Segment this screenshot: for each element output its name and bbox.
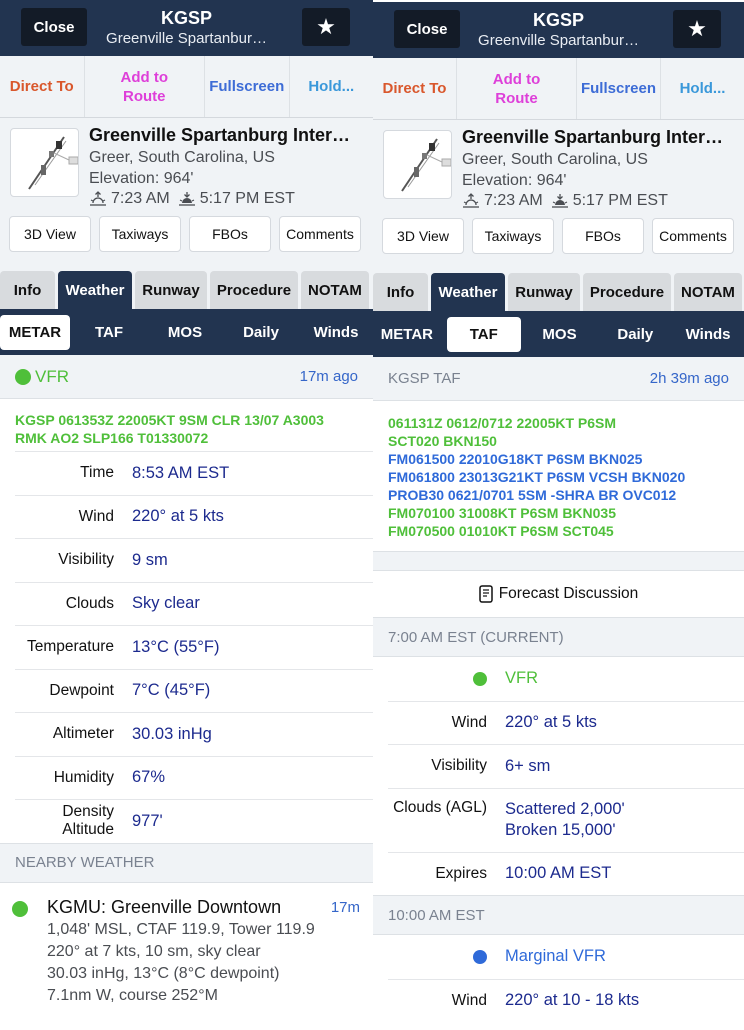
tab-info[interactable]: Info [373, 273, 428, 311]
row-label: Wind [78, 507, 114, 525]
weather-subtabs [0, 309, 373, 355]
taf-station-label: KGSP TAF [388, 370, 461, 387]
fullscreen-button[interactable]: Fullscreen [205, 56, 290, 117]
tab-weather[interactable]: Weather [431, 273, 505, 311]
subtab-metar[interactable]: METAR [380, 325, 434, 343]
taf-row-wind [388, 701, 744, 745]
add-to-route-button[interactable]: Add to Route [457, 58, 577, 119]
tab-notam[interactable]: NOTAM [674, 273, 742, 311]
comments-button[interactable]: Comments [279, 216, 361, 252]
metar-row-humidity [15, 756, 373, 800]
flight-category [15, 367, 69, 387]
airport-buttons [9, 216, 361, 252]
nav-subtitle: Greenville Spartanbur… [478, 32, 639, 49]
sunrise-icon [462, 193, 480, 209]
subtab-mos[interactable]: MOS [167, 323, 203, 341]
nav-title: KGSP [160, 8, 212, 28]
subtab-daily[interactable]: Daily [617, 325, 654, 343]
row-label [388, 670, 505, 688]
row-value: Marginal VFR [505, 947, 606, 966]
raw-metar [0, 399, 373, 451]
metar-row-clouds [15, 582, 373, 626]
row-value: 67% [132, 768, 166, 787]
metar-header [0, 355, 373, 399]
taf-screen [373, 0, 744, 1030]
vfr-dot-icon [473, 672, 487, 686]
sunset-time: 5:17 PM EST [199, 190, 295, 207]
row-label: Expires [435, 864, 487, 882]
raw-taf-line: FM070500 01010KT P6SM SCT045 [388, 523, 614, 539]
row-label: Altimeter [52, 725, 114, 743]
airport-info [373, 120, 744, 270]
taf-age: 2h 39m ago [649, 370, 729, 387]
airport-diagram-icon [384, 131, 452, 199]
direct-to-button[interactable]: Direct To [0, 56, 85, 117]
forecast-discussion-label: Forecast Discussion [498, 585, 639, 602]
add-to-route-button[interactable]: Add to Route [85, 56, 206, 117]
weather-subtabs [373, 311, 744, 357]
raw-taf-line: FM061500 22010G18KT P6SM BKN025 [388, 451, 643, 467]
sun-times [462, 192, 668, 210]
taxiways-button[interactable]: Taxiways [99, 216, 181, 252]
nearby-station-line: 30.03 inHg, 13°C (8°C dewpoint) [47, 964, 280, 982]
nav-bar [0, 0, 373, 56]
nearby-station-line: 7.1nm W, course 252°M [47, 986, 218, 1004]
raw-metar-line: KGSP 061353Z 22005KT 9SM CLR 13/07 A3003 [15, 412, 324, 428]
hold-button[interactable]: Hold... [679, 80, 726, 97]
metar-row-time [15, 451, 373, 495]
nearby-weather-header: NEARBY WEATHER [0, 843, 373, 883]
taxiways-button[interactable]: Taxiways [472, 218, 554, 254]
raw-taf-line: SCT020 BKN150 [388, 433, 497, 449]
airport-buttons [382, 218, 734, 254]
subtab-metar[interactable]: METAR [0, 315, 70, 350]
metar-row-wind [15, 495, 373, 539]
sunrise-icon [89, 191, 107, 207]
flight-category-label: VFR [35, 366, 69, 386]
mvfr-dot-icon [473, 950, 487, 964]
raw-metar-line: RMK AO2 SLP166 T01330072 [15, 430, 209, 446]
row-value: 10:00 AM EST [505, 864, 612, 883]
airport-elevation: Elevation: 964' [462, 172, 567, 189]
vfr-dot-icon [12, 901, 28, 917]
period-header: 7:00 AM EST (CURRENT) [373, 617, 744, 657]
3d-view-button[interactable]: 3D View [9, 216, 91, 252]
row-label: Visibility [58, 551, 114, 569]
taf-period-details [388, 657, 744, 895]
subtab-taf[interactable]: TAF [447, 317, 521, 352]
action-bar [0, 56, 373, 118]
sun-times [89, 190, 295, 208]
row-label: Time [80, 464, 114, 482]
main-tabs [0, 268, 373, 309]
row-value: 220° at 10 - 18 kts [505, 991, 640, 1010]
nav-subtitle: Greenville Spartanbur… [106, 30, 267, 47]
subtab-taf[interactable]: TAF [94, 323, 124, 341]
sunset-icon [551, 193, 569, 209]
metar-row-dewpoint [15, 669, 373, 713]
row-label: Visibility [431, 757, 487, 775]
nearby-station-name: KGMU: Greenville Downtown [47, 896, 282, 917]
close-button[interactable]: Close [21, 8, 87, 46]
sunrise-time: 7:23 AM [111, 190, 170, 207]
taf-row-clouds [388, 788, 744, 852]
favorite-button[interactable] [302, 8, 350, 46]
comments-button[interactable]: Comments [652, 218, 734, 254]
metar-row-density-altitude [15, 799, 373, 843]
raw-taf-line: PROB30 0621/0701 5SM -SHRA BR OVC012 [388, 487, 677, 503]
tab-procedure[interactable]: Procedure [210, 271, 298, 309]
row-value: 8:53 AM EST [132, 463, 230, 482]
nav-bar [373, 2, 744, 58]
metar-row-temperature [15, 625, 373, 669]
tab-procedure[interactable]: Procedure [583, 273, 671, 311]
row-label: Wind [451, 991, 487, 1009]
airport-name: Greenville Spartanburg Inter… [462, 127, 724, 147]
airport-elevation: Elevation: 964' [89, 170, 194, 187]
subtab-mos[interactable]: MOS [542, 325, 577, 343]
tab-weather[interactable]: Weather [58, 271, 132, 309]
row-value: 7°C (45°F) [132, 681, 211, 700]
row-label: Density Altitude [62, 803, 114, 839]
row-label: Humidity [53, 768, 114, 786]
close-button[interactable]: Close [394, 10, 460, 48]
airport-location: Greer, South Carolina, US [89, 149, 275, 166]
raw-taf [373, 401, 744, 551]
raw-taf-line: 061131Z 0612/0712 22005KT P6SM [388, 415, 617, 431]
row-label: Wind [451, 713, 487, 731]
row-value: 13°C (55°F) [132, 637, 220, 656]
fbos-button[interactable]: FBOs [189, 216, 271, 252]
tab-notam[interactable]: NOTAM [301, 271, 369, 309]
sunset-icon [178, 191, 196, 207]
raw-taf-line: FM070100 31008KT P6SM BKN035 [388, 505, 617, 521]
hold-button[interactable]: Hold... [308, 78, 355, 95]
metar-row-altimeter [15, 712, 373, 756]
airport-name: Greenville Spartanburg Inter… [89, 125, 351, 145]
nearby-station-age: 17m [330, 898, 360, 916]
star-icon: ★ [316, 14, 336, 39]
document-icon [479, 585, 493, 603]
nav-title: KGSP [532, 10, 584, 30]
airport-diagram-thumbnail[interactable] [10, 128, 79, 197]
tab-runway[interactable]: Runway [508, 273, 580, 311]
fbos-button[interactable]: FBOs [562, 218, 644, 254]
direct-to-button[interactable]: Direct To [373, 58, 457, 119]
nearby-station-line: 1,048' MSL, CTAF 119.9, Tower 119.9 [47, 920, 315, 938]
row-value [505, 799, 625, 841]
subtab-winds[interactable]: Winds [685, 325, 731, 343]
row-label: Clouds [65, 594, 114, 612]
taf-row-visibility [388, 744, 744, 788]
row-label: Clouds (AGL) [393, 798, 487, 816]
airport-diagram-icon [11, 129, 79, 197]
3d-view-button[interactable]: 3D View [382, 218, 464, 254]
row-value: Sky clear [132, 594, 200, 613]
row-value: 220° at 5 kts [132, 507, 224, 526]
row-label: Temperature [26, 638, 114, 656]
forecast-discussion-button[interactable] [373, 571, 744, 617]
taf-row-expires [388, 852, 744, 896]
period-header: 10:00 AM EST [373, 895, 744, 935]
row-value: 9 sm [132, 550, 168, 569]
star-icon: ★ [687, 16, 707, 41]
taf-row-category [388, 657, 744, 701]
fullscreen-button[interactable]: Fullscreen [577, 58, 661, 119]
nearby-station[interactable] [0, 883, 373, 1023]
taf-row-wind [388, 979, 744, 1023]
row-label [388, 948, 505, 966]
raw-taf-line: FM061800 23013G21KT P6SM VCSH BKN020 [388, 469, 686, 485]
row-value: VFR [505, 669, 538, 688]
taf-row-category [388, 935, 744, 979]
metar-age: 17m ago [299, 368, 358, 385]
section-spacer [373, 551, 744, 571]
subtab-daily[interactable]: Daily [243, 323, 279, 341]
taf-header [373, 357, 744, 401]
action-bar [373, 58, 744, 120]
metar-details [15, 451, 373, 843]
row-value: 977' [132, 811, 163, 830]
row-label: Dewpoint [49, 681, 114, 699]
row-value: 30.03 inHg [132, 724, 212, 743]
sunrise-time: 7:23 AM [484, 192, 543, 209]
tab-info[interactable]: Info [0, 271, 55, 309]
subtab-winds[interactable]: Winds [313, 323, 359, 341]
row-value: 220° at 5 kts [505, 713, 597, 732]
cloud-layer: Broken 15,000' [505, 820, 616, 839]
tab-runway[interactable]: Runway [135, 271, 207, 309]
taf-period-details [388, 935, 744, 1022]
favorite-button[interactable] [673, 10, 721, 48]
metar-row-visibility [15, 538, 373, 582]
airport-diagram-thumbnail[interactable] [383, 130, 452, 199]
main-tabs [373, 270, 744, 311]
vfr-dot-icon [15, 369, 31, 385]
sunset-time: 5:17 PM EST [572, 192, 668, 209]
airport-info [0, 118, 373, 268]
cloud-layer: Scattered 2,000' [505, 799, 625, 818]
airport-location: Greer, South Carolina, US [462, 151, 648, 168]
nearby-station-line: 220° at 7 kts, 10 sm, sky clear [47, 942, 261, 960]
row-value: 6+ sm [505, 756, 551, 775]
